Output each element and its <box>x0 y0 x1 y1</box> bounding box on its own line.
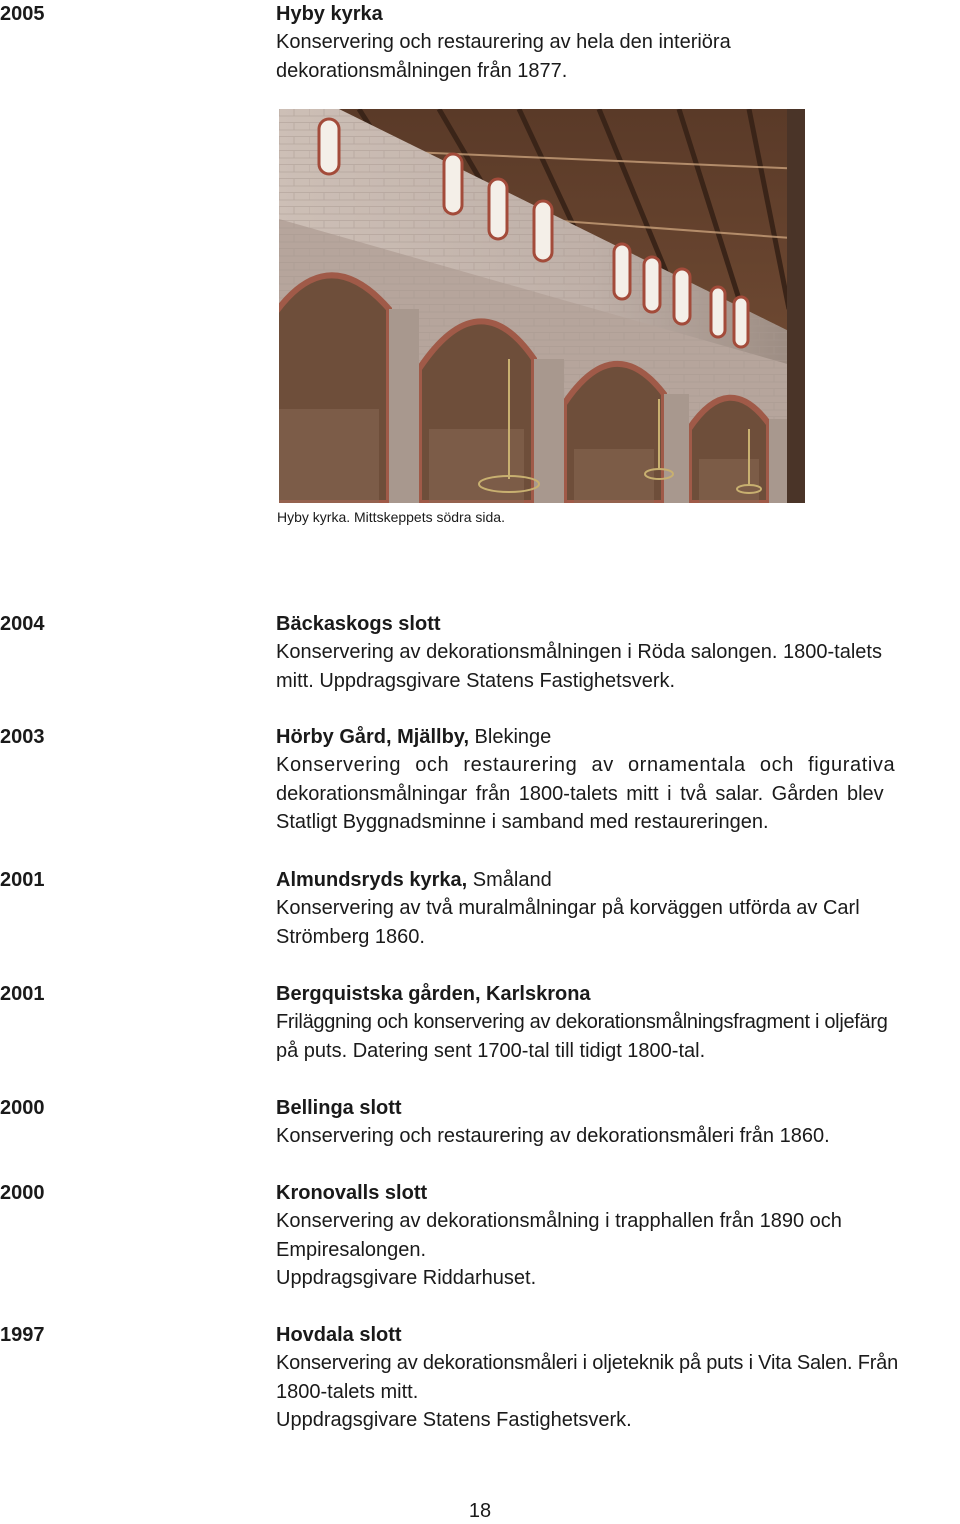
entry-content <box>276 1179 960 1293</box>
entry-title-bold: Almundsryds kyrka, <box>276 869 468 891</box>
entry-line: Konservering och restaurering av hela den interiöra <box>276 31 731 53</box>
entry-line: Konservering och restaurering av ornamentala och figurativa <box>276 754 896 776</box>
entry-title-bold: Hyby kyrka <box>276 3 383 25</box>
entry-title <box>276 610 960 638</box>
entry-year: 2001 <box>0 869 45 891</box>
church-interior-illustration <box>279 109 805 503</box>
entry-title-bold: Bergquistska gården, Karlskrona <box>276 983 591 1005</box>
entry-line: Uppdragsgivare Statens Fastighetsverk. <box>276 1409 632 1431</box>
church-interior-photo <box>279 109 805 503</box>
entry-year: 2003 <box>0 726 45 748</box>
entry-line: Statligt Byggnadsminne i samband med restaureringen. <box>276 811 769 833</box>
entry-title-rest: Blekinge <box>469 726 552 748</box>
entry-content <box>276 980 960 1065</box>
entry-title-bold: Kronovalls slott <box>276 1182 428 1204</box>
entry-line: på puts. Datering sent 1700-tal till tidigt 1800-tal. <box>276 1039 706 1062</box>
entry-line: Konservering av dekorationsmåleri i oljeteknik på puts i Vita Salen. Från <box>276 1352 899 1374</box>
entry-title-bold: Bäckaskogs slott <box>276 613 441 635</box>
entry-title <box>276 1094 960 1122</box>
entry-line: Empiresalongen. <box>276 1238 427 1261</box>
entry-line: Strömberg 1860. <box>276 925 425 948</box>
page-number: 18 <box>468 1500 492 1522</box>
entry-line: mitt. Uppdragsgivare Statens Fastighetsverk. <box>276 669 676 692</box>
entry-title <box>276 0 960 28</box>
entry-year: 2005 <box>0 3 45 25</box>
entry-line: dekorationsmålningar från 1800-talets mitt i två salar. Gården blev <box>276 782 884 805</box>
entry-line: Konservering av dekorationsmålning i trapphallen från 1890 och <box>276 1210 842 1232</box>
entry-year: 2000 <box>0 1097 45 1119</box>
entry-line: Konservering av dekorationsmålningen i Röda salongen. 1800-talets <box>276 641 882 663</box>
entry-title-bold: Hovdala slott <box>276 1324 402 1346</box>
entry-title <box>276 1179 960 1207</box>
entry-line: 1800-talets mitt. <box>276 1380 419 1403</box>
entry-content <box>276 0 960 85</box>
entry-title <box>276 723 960 751</box>
entry-title-bold: Bellinga slott <box>276 1097 402 1119</box>
entry-line: Uppdragsgivare Riddarhuset. <box>276 1267 537 1289</box>
entry-title <box>276 1321 960 1349</box>
entry-content <box>276 1094 960 1151</box>
entry-line: Friläggning och konservering av dekorationsmålningsfragment i oljefärg <box>276 1011 888 1033</box>
entry-title <box>276 980 960 1008</box>
entry-year: 2001 <box>0 983 45 1005</box>
entry-year: 1997 <box>0 1324 45 1346</box>
entry-year: 2000 <box>0 1182 45 1204</box>
entry-line: Konservering och restaurering av dekorationsmåleri från 1860. <box>276 1125 830 1147</box>
entry-content <box>276 723 960 837</box>
entry-content <box>276 1321 960 1435</box>
photo-caption: Hyby kyrka. Mittskeppets södra sida. <box>277 509 505 525</box>
entry-content <box>276 866 960 951</box>
entry-title-rest: Småland <box>467 869 552 891</box>
entry-year: 2004 <box>0 613 45 635</box>
entry-content <box>276 610 960 695</box>
entry-title <box>276 866 960 894</box>
entry-line: Konservering av två muralmålningar på korväggen utförda av Carl <box>276 897 860 919</box>
entry-title-bold: Hörby Gård, Mjällby, <box>276 726 469 748</box>
entry-line: dekorationsmålningen från 1877. <box>276 59 568 82</box>
